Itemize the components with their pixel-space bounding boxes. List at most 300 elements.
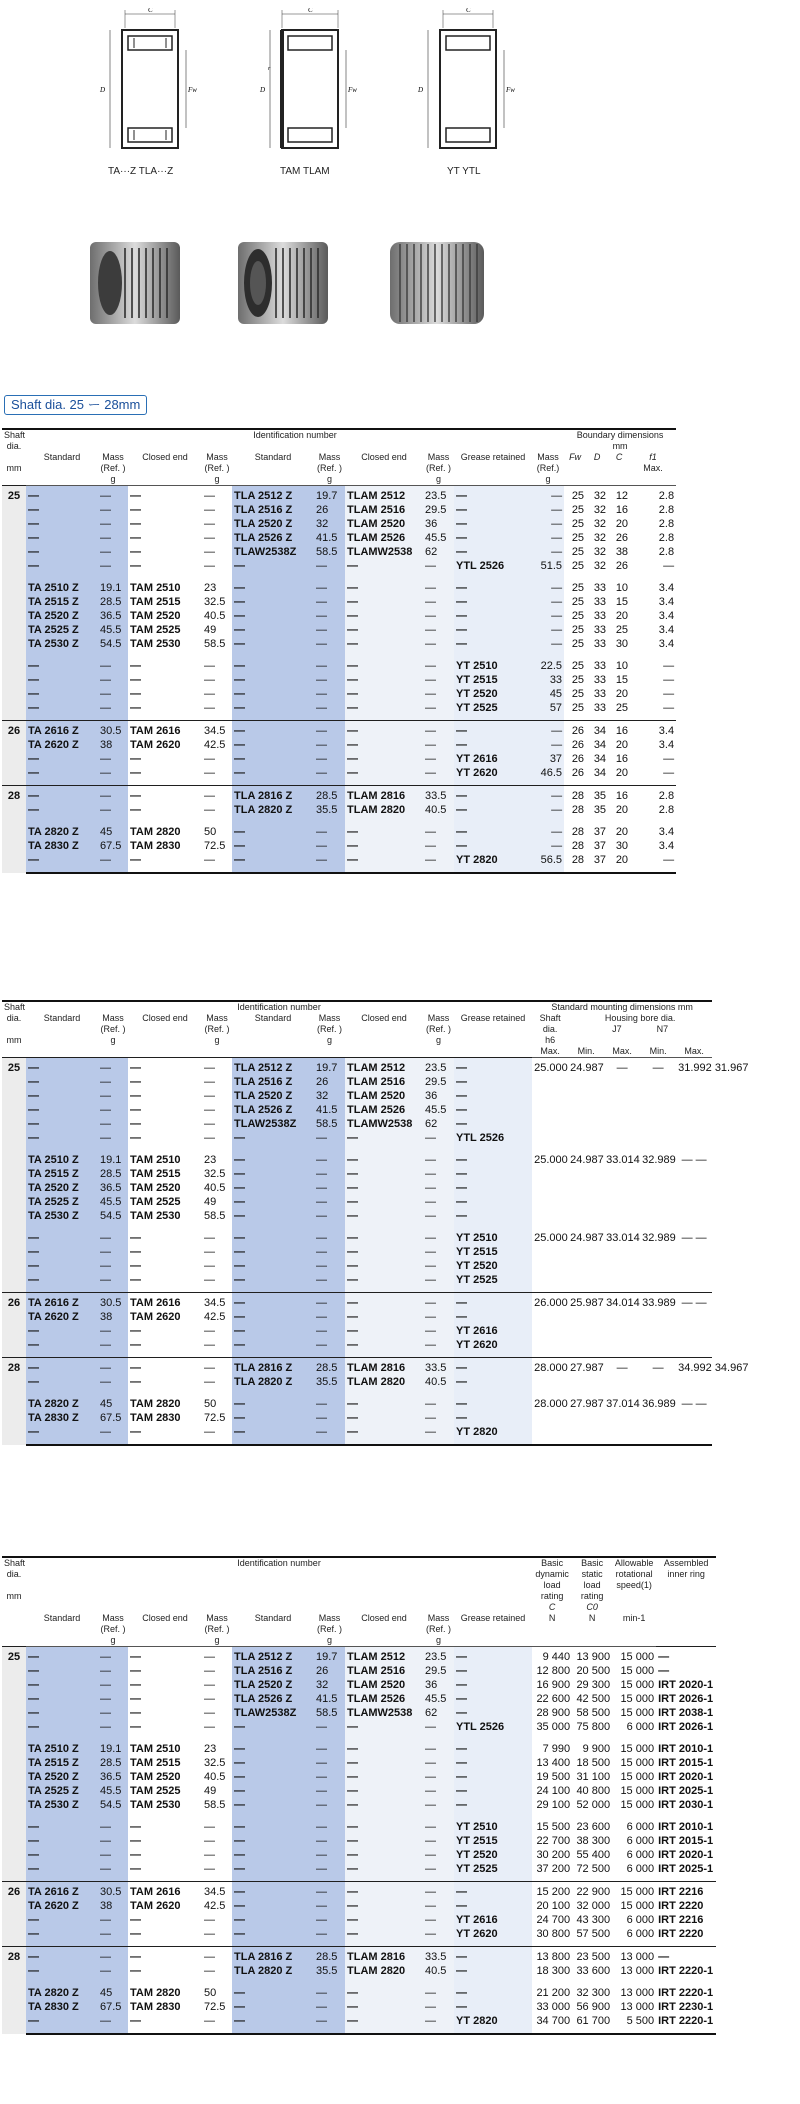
closed-end-tlam-cell: — — — — [345,656,423,721]
cross-section-drawing-tam [250,8,360,158]
standard-ta-cell: TA 2616 Z TA 2620 Z — — [26,1882,98,1947]
mass-cell: — — [202,1358,232,1395]
standard-tla-cell: — — — [232,1983,314,2034]
inner-ring-cell: IRT 2216 IRT 2220 IRT 2216 IRT 2220 [656,1882,716,1947]
svg-text:C: C [466,8,471,14]
closed-header: Closed end [142,1013,188,1023]
n7min-value: — [695,1232,707,1244]
grease-mass-cell: 22.5 33 45 57 [532,656,564,721]
mass-cell: 23.5 29.5 36 45.5 62 — [423,1647,454,1740]
min-header: Min. [568,1046,604,1058]
fw-cell: 28 28 28 [564,822,586,873]
closed-end-tam-cell: TAM 2510 TAM 2515 TAM 2520 TAM 2525 TAM 2530 [130,1154,181,1222]
grease-mass-cell: — — — — — [532,578,564,656]
svg-text:C: C [148,8,153,14]
static-load-cell: 13 900 20 500 29 300 42 500 58 500 75 800 [572,1647,612,1740]
closed-end-tlam-cell: — — — [345,822,423,873]
standard-ta-cell: TA 2820 Z TA 2830 Z — [26,1983,98,2034]
closed-end-tam-cell: — — [128,1358,202,1395]
ident-header: Identification number [26,429,564,452]
mass-cell: — — — [314,1394,345,1445]
n7max-cell [676,1394,712,1445]
shaft-dia-cell: 25 [2,1647,26,1882]
shaft-dia-cell: 26 [2,1293,26,1358]
standard-ta-cell: — — — — [26,1817,98,1882]
section-title: Shaft dia. 25 ー 28mm [4,395,147,415]
f1-cell: 3.4 3.4 3.4 3.4 3.4 [658,582,675,650]
standard-ta-cell: TA 2510 Z TA 2515 Z TA 2520 Z TA 2525 Z TA 2530 Z [26,578,98,656]
ring-header: Assembled inner ring [656,1557,716,1647]
mass-cell: 30.5 38 — — [98,1882,128,1947]
closed-end-tlam-cell: — — — — [345,721,423,786]
mass-cell: 19.7 26 32 41.5 58.5 — [314,1058,345,1151]
standard-ta-cell: TA 2616 Z TA 2620 Z — — [26,721,98,786]
grease-mass-cell: — — — — — 51.5 [532,486,564,579]
closed-end-tam-cell: — — — — [130,660,141,714]
mass-cell: 19.1 28.5 36.5 45.5 54.5 [98,578,128,656]
inner-ring-cell: IRT 2010-1 IRT 2015-1 IRT 2020-1 IRT 2025-1 [658,1821,714,1875]
n7max-cell [676,1150,712,1228]
closed-end-tlam-cell: — — — — [345,1817,423,1882]
h6min-cell: 27.987 [568,1394,604,1445]
closed-end-tam-cell: — — — — — — [128,1647,202,1740]
f1-cell: 2.8 2.8 2.8 2.8 2.8 — [630,486,676,579]
svg-text:D: D [260,86,266,94]
mass-cell: — — — — — — [98,1058,128,1151]
static-load-cell: 23 600 38 300 55 400 72 500 [576,1821,611,1875]
d-cell: 32 32 32 32 32 32 [586,486,608,579]
table-row [2,1058,712,1151]
c-cell: 10 15 20 25 [615,660,629,714]
closed-end-tlam-cell: — — — — [345,1882,423,1947]
label-tam-tlam: TAM TLAM [280,166,330,177]
speed-cell: 15 000 15 000 15 000 15 000 15 000 [620,1743,655,1811]
mass-cell: — — [202,786,232,823]
mass-cell: — — — [423,1394,454,1445]
mass-cell: — — — — — — [98,1647,128,1740]
standard-tla-cell: — — — [232,822,314,873]
standard-tla-cell: TLA 2512 Z TLA 2516 Z TLA 2520 Z TLA 2526 Z TLAW2538Z — [232,1058,314,1151]
inner-ring-cell: IRT 2220-1 IRT 2230-1 IRT 2220-1 [656,1983,716,2034]
mass-header: Mass (Ref. ) g [423,1613,454,1647]
n7max-value: — [681,1232,693,1244]
mass-cell: — — [202,1947,232,1984]
svg-text:D: D [100,86,106,94]
standard-ta-cell: TA 2510 Z TA 2515 Z TA 2520 Z TA 2525 Z TA 2530 Z [26,1150,98,1228]
closed-end-tam-cell: TAM 2820 TAM 2830 — [128,1394,202,1445]
f1-cell: 2.8 2.8 [630,786,676,823]
closed-header: Closed end [345,1613,423,1647]
mass-cell: — — — [423,1983,454,2034]
j7max-cell: 33.014 [606,1154,640,1166]
speed-cell: 13 000 13 000 [612,1947,656,1984]
std-header: Standard [26,1613,98,1647]
closed-end-tlam-cell: — — — [345,1983,423,2034]
grease-retained-cell: YT 2510 YT 2515 YT 2520 YT 2525 [454,1817,532,1882]
n7max-value: 34.992 [678,1362,712,1374]
fw-cell: 25 25 25 25 25 25 [564,486,586,579]
dynamic-load-cell: 15 200 20 100 24 700 30 800 [532,1882,572,1947]
std-header: Standard [26,452,98,486]
mass-cell: 34.5 42.5 — — [202,721,232,786]
closed-header: Closed end [345,452,423,486]
h6min-cell: 27.987 [568,1358,604,1395]
closed-end-tlam-cell: — — — [345,1394,423,1445]
mass-cell: — — — — [314,1228,345,1293]
grease-retained-cell: — — [454,1358,532,1395]
c-cell: 20 30 20 [608,822,630,873]
j7max-cell: 33.014 [606,1232,640,1244]
min-header: Min. [640,1046,676,1058]
standard-tla-cell: — — — — — [232,1150,314,1228]
svg-text:Fw: Fw [188,86,197,94]
closed-end-tlam-cell: — — — — [345,1228,423,1293]
std-header: Standard [232,1613,314,1647]
standard-tla-cell: — — — — [232,1228,314,1293]
h6max-cell: 25.000 [534,1232,568,1244]
mass-header: Mass (Ref. ) g [98,1613,128,1647]
shaft-dia-cell: 26 [2,1882,26,1947]
grease-retained-cell: — — — — — [454,1150,532,1228]
svg-text:C: C [308,8,313,14]
mass-cell: — — — — — — [202,486,232,579]
mass-cell: 23.5 29.5 36 45.5 62 — [423,1058,454,1151]
table-row [2,656,676,721]
d-cell: 33 33 33 33 33 [593,582,607,650]
mass-cell: 28.5 35.5 [314,786,345,823]
ident-header: Identification number [26,1557,532,1613]
mass-cell: 50 72.5 — [202,822,232,873]
mass-cell: 19.1 28.5 36.5 45.5 54.5 [98,1739,128,1817]
mass-header: Mass (Ref. ) g [314,452,345,486]
mass-cell: — — — — [423,1228,454,1293]
max-header: Max. [604,1046,640,1058]
std-header: Standard [254,1013,292,1023]
j7max-cell: — [604,1358,640,1395]
mass-header: Mass (Ref.) g [532,452,564,486]
dynamic-load-cell: 15 500 22 700 30 200 37 200 [536,1821,571,1875]
closed-end-tlam-cell: TLAM 2512 TLAM 2516 TLAM 2520 TLAM 2526 TLAMW2538 — [345,1058,423,1151]
dyn-load-header: Basic dynamic load rating C [532,1557,572,1613]
table-boundary-dimensions [2,428,676,874]
mass-header: Mass (Ref. ) g [425,1013,451,1045]
mass-cell: 45 67.5 — [98,1983,128,2034]
mass-cell: — — — — [204,660,215,714]
dynamic-load-cell: 13 800 18 300 [532,1947,572,1984]
standard-tla-cell: — — — — [232,656,314,721]
mass-cell: 23 32.5 40.5 49 58.5 [204,1743,226,1811]
standard-ta-cell: TA 2510 Z TA 2515 Z TA 2520 Z TA 2525 Z TA 2530 Z [26,1739,98,1817]
standard-ta-cell: TA 2820 Z TA 2830 Z — [26,822,98,873]
mass-cell: — — — — — — [202,1647,232,1740]
table-mounting-dimensions [2,1000,749,1446]
standard-tla-cell: — — — — — [232,1739,314,1817]
closed-end-tlam-cell: TLAM 2816 TLAM 2820 [345,786,423,823]
shaft-h6-header: Shaft dia. h6 [539,1013,561,1045]
h6min-cell: 24.987 [570,1232,604,1244]
c-cell: 10 15 20 25 30 [615,582,629,650]
j7min-cell: — [640,1358,676,1395]
mass-cell: 19.7 26 32 41.5 58.5 — [314,1647,345,1740]
speed-cell: 15 000 15 000 15 000 15 000 15 000 6 000 [612,1647,656,1740]
h6max-cell: 28.000 [532,1394,568,1445]
f1-header: f1 Max. [630,452,676,486]
closed-end-tam-cell: TAM 2510 TAM 2515 TAM 2520 TAM 2525 TAM 2530 [130,1743,181,1811]
mass-header: Mass (Ref. ) g [100,1013,126,1045]
j7min-cell: 32.989 [642,1232,676,1244]
mass-cell: — — — [314,1983,345,2034]
j7min-cell: — [640,1058,676,1151]
mass-cell: — — — — [314,1817,345,1882]
n7min-value: 31.967 [714,1062,749,1074]
closed-end-tam-cell: TAM 2616 TAM 2620 — — [128,1293,202,1358]
closed-end-tlam-cell: — — — — — [345,1739,423,1817]
speed-cell: 6 000 6 000 6 000 6 000 [626,1821,655,1875]
standard-tla-cell: TLA 2816 Z TLA 2820 Z [232,1358,314,1395]
housing-header: Housing bore dia. J7 N7 [604,1013,676,1034]
static-load-cell: 9 900 18 500 31 100 40 800 52 000 [576,1743,611,1811]
standard-tla-cell: — — — — [232,1817,314,1882]
standard-tla-cell: TLA 2512 Z TLA 2516 Z TLA 2520 Z TLA 2526 Z TLAW2538Z — [232,1647,314,1740]
closed-end-tam-cell: — — — — [130,1821,141,1875]
mass-cell: — — — — [423,656,454,721]
grease-retained-cell: — — [454,786,532,823]
standard-ta-cell: — — [26,786,98,823]
mass-cell: — — — — — [314,1150,345,1228]
f1-cell: — — — — [663,660,675,714]
standard-ta-cell: TA 2616 Z TA 2620 Z — — [26,1293,98,1358]
std-header: Standard [43,1013,81,1023]
max-header: Max. [676,1046,712,1058]
n7max-cell [676,1293,712,1358]
fw-header: Fw [564,452,586,486]
n7max-cell [676,1058,749,1151]
closed-end-tam-cell: TAM 2820 TAM 2830 — [128,1983,202,2034]
closed-end-tam-cell: TAM 2616 TAM 2620 — — [128,721,202,786]
j7min-cell: 36.989 [640,1394,676,1445]
static-load-cell: 23 500 33 600 [572,1947,612,1984]
grease-header: Grease retained [454,1613,532,1647]
j7max-cell: 37.014 [604,1394,640,1445]
fw-cell: 25 25 25 25 25 [571,582,585,650]
mass-header: Mass (Ref. ) g [202,452,232,486]
mass-cell: 23 32.5 40.5 49 58.5 [204,1154,226,1222]
table-row [2,1647,716,1740]
mass-cell: 45 67.5 — [98,1394,128,1445]
svg-text:Fw: Fw [506,86,515,94]
boundary-header: Boundary dimensions mm [564,429,676,452]
closed-end-tlam-cell: TLAM 2512 TLAM 2516 TLAM 2520 TLAM 2526 TLAMW2538 — [345,1647,423,1740]
j7max-cell: 34.014 [604,1293,640,1358]
c-header: C [608,452,630,486]
closed-end-tlam-cell: — — — — — [345,1150,423,1228]
standard-tla-cell: — — — — [232,1293,314,1358]
mass-cell: — — — — [423,1293,454,1358]
shaft-dia-cell: 25 [2,486,26,721]
shaft-dia-cell: 28 [2,1947,26,2035]
standard-tla-cell: — — — [232,1394,314,1445]
fw-cell: 28 28 [564,786,586,823]
mass-cell: — — — [423,822,454,873]
standard-ta-cell: — — — — — — [26,1647,98,1740]
standard-ta-cell: — — — — — — [26,486,98,579]
fw-cell: 26 26 26 26 [564,721,586,786]
table-row [2,486,676,579]
j7max-cell: — [604,1058,640,1151]
grease-retained-cell: — — — — — YTL 2526 [454,486,532,579]
mass-cell: 23 32.5 40.5 49 58.5 [204,582,226,650]
mass-cell: — — — — — [423,1739,454,1817]
mass-cell: — — — — [98,1228,128,1293]
n7max-value: — [681,1398,693,1410]
mass-header: Mass (Ref. ) g [314,1613,345,1647]
closed-end-tam-cell: — — — — — — [128,486,202,579]
c-cell: 16 20 [608,786,630,823]
closed-end-tam-cell: — — [128,1947,202,1984]
grease-mass-cell: — — 37 46.5 [532,721,564,786]
h6min-cell: 25.987 [568,1293,604,1358]
unit-n-header: N [532,1613,572,1647]
mass-cell: 19.1 28.5 36.5 45.5 54.5 [98,1150,128,1228]
mass-cell: — — — — — [314,578,345,656]
bearing-photo-open-end [80,228,190,338]
table-row [2,1983,716,2034]
mass-cell: — — — — [423,721,454,786]
grease-mass-cell: — — 56.5 [532,822,564,873]
max-header: Max. [532,1046,568,1058]
mass-cell: 19.7 26 32 41.5 58.5 — [314,486,345,579]
mass-cell: — — — — — [314,1739,345,1817]
grease-retained-cell: — — YT 2820 [454,1394,532,1445]
closed-end-tlam-cell: — — — — [345,1293,423,1358]
shaft-dia-cell: 25 [2,1058,26,1293]
mass-cell: 33.5 40.5 [423,1358,454,1395]
mass-cell: — — — — [204,1821,215,1875]
n7max-cell [676,1358,749,1395]
shaft-dia-cell: 28 [2,786,26,874]
mounting-header: Standard mounting dimensions mm [532,1001,712,1013]
inner-ring-cell: IRT 2010-1 IRT 2015-1 IRT 2020-1 IRT 2025-1 IRT 2030-1 [658,1743,714,1811]
cross-section-drawing-ta [90,8,200,158]
h6max-cell: 26.000 [532,1293,568,1358]
table-row [2,1394,712,1445]
mass-cell: 28.5 35.5 [314,1358,345,1395]
d-cell: 34 34 34 34 [586,721,608,786]
table-row [2,1228,712,1293]
svg-text:Fw: Fw [348,86,357,94]
grease-retained-cell: — — YT 2616 YT 2620 [454,1882,532,1947]
closed-end-tlam-cell: TLAM 2512 TLAM 2516 TLAM 2520 TLAM 2526 TLAMW2538 — [345,486,423,579]
figure-area [0,0,800,340]
closed-header: Closed end [128,452,202,486]
inner-ring-cell: — — IRT 2020-1 IRT 2026-1 IRT 2038-1 IRT 2026-1 [656,1647,716,1740]
mass-cell: — — [98,1358,128,1395]
closed-end-tam-cell: TAM 2616 TAM 2620 — — [128,1882,202,1947]
mass-cell: — — — [314,822,345,873]
dynamic-load-cell: 7 990 13 400 19 500 24 100 29 100 [536,1743,571,1811]
mass-cell: 30.5 38 — — [98,721,128,786]
mass-cell: 50 72.5 — [202,1983,232,2034]
mass-cell: — — — — [98,1817,128,1882]
mass-cell: — — — — [423,1882,454,1947]
standard-ta-cell: — — — — [26,1228,98,1293]
table-row [2,1882,716,1947]
mass-cell: 23.5 29.5 36 45.5 62 — [423,486,454,579]
closed-end-tam-cell: TAM 2820 TAM 2830 — [128,822,202,873]
static-load-cell: 22 900 32 000 43 300 57 500 [572,1882,612,1947]
closed-header: Closed end [128,1613,202,1647]
mass-cell: — — [98,786,128,823]
n7min-value: — [695,1297,707,1309]
mass-cell: 34.5 42.5 — — [202,1293,232,1358]
dynamic-load-cell: 9 440 12 800 16 900 22 600 28 900 35 000 [532,1647,572,1740]
unit-n-header: N [572,1613,612,1647]
mass-cell: 45 67.5 — [98,822,128,873]
mass-cell: — — — — [314,721,345,786]
table-row [2,1947,716,1984]
table-row [2,822,676,873]
label-yt-ytl: YT YTL [447,166,481,177]
mass-cell: — — [98,1947,128,1984]
mass-header: Mass (Ref. ) g [423,452,454,486]
mass-cell: — — — — — [423,578,454,656]
standard-ta-cell: TA 2820 Z TA 2830 Z — [26,1394,98,1445]
shaft-dia-cell: 26 [2,721,26,786]
h6max-cell: 25.000 [534,1154,568,1166]
grease-header: Grease retained [454,452,532,486]
mass-cell: 30.5 38 — — [98,1293,128,1358]
grease-header: Grease retained [460,1013,526,1023]
static-load-header: Basic static load rating C0 [572,1557,612,1613]
mass-cell: — — — — [423,1817,454,1882]
mass-header: Mass (Ref. ) g [202,1613,232,1647]
grease-retained-cell: — — [454,1947,532,1984]
mass-cell: — — — — — — [98,486,128,579]
grease-mass-cell: — — [532,786,564,823]
mass-cell: — — — — [314,1293,345,1358]
shaft-dia-cell: 28 [2,1358,26,1446]
table-row [2,1293,712,1358]
svg-text:D: D [418,86,424,94]
n7min-value: — [695,1154,707,1166]
standard-tla-cell: — — — — [232,1882,314,1947]
mass-cell: — — — — [204,1232,215,1286]
speed-header: Allowable rotational speed(1) [612,1557,656,1613]
n7max-value: — [681,1297,693,1309]
standard-ta-cell: — — [26,1947,98,1984]
f1-cell: 3.4 3.4 — — [630,721,676,786]
table-row [2,1150,712,1228]
n7min-value: 34.967 [714,1362,749,1374]
static-load-cell: 32 300 56 900 61 700 [572,1983,612,2034]
n7max-value: — [681,1154,693,1166]
f1-cell: 3.4 3.4 — [630,822,676,873]
speed-cell: 13 000 13 000 5 500 [612,1983,656,2034]
table-row [2,1358,712,1395]
unit-min1-header: min-1 [612,1613,656,1647]
cross-section-drawing-yt [408,8,518,158]
svg-text:r: r [268,66,271,72]
bearing-photo-closed-end [228,228,338,338]
mass-cell: — — — — [98,656,128,721]
bearing-photo-grease-retained [382,228,492,338]
d-cell: 37 37 37 [586,822,608,873]
closed-end-tam-cell: — — — — [130,1232,141,1286]
grease-retained-cell: — — YT 2820 [454,1983,532,2034]
grease-retained-cell: — — — — — YTL 2526 [454,1647,532,1740]
grease-retained-cell: — — YT 2616 YT 2620 [454,721,532,786]
mass-header: Mass (Ref. ) g [316,1013,342,1045]
